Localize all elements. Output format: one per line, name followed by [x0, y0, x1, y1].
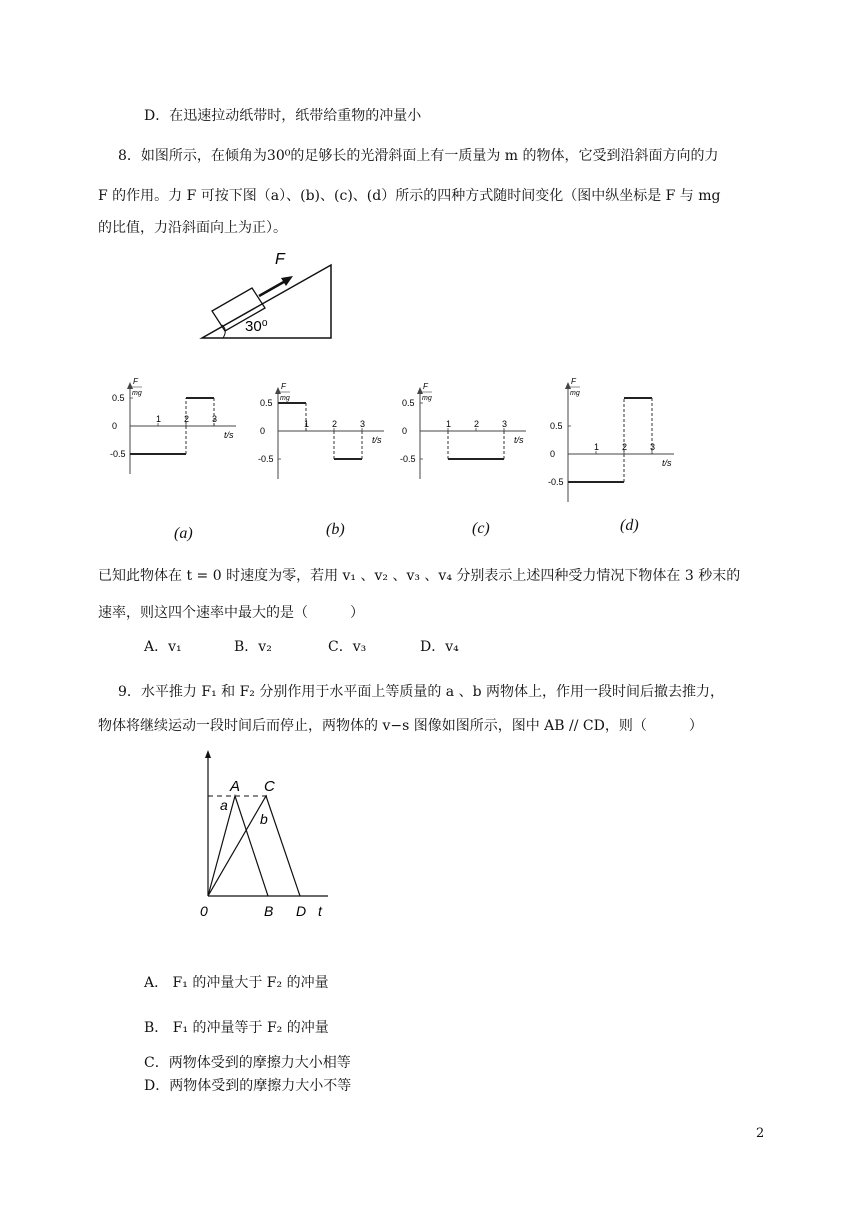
y-tick-label: 0.5: [112, 393, 125, 403]
caption-d: (d): [620, 517, 639, 534]
force-arrow-head: [281, 276, 293, 286]
q7-option-d: D．在迅速拉动纸带时，纸带给重物的冲量小: [144, 108, 422, 124]
graph-a: [110, 377, 260, 515]
q9-option-b: B． F₁ 的冲量等于 F₂ 的冲量: [144, 1020, 329, 1036]
ylabel-F: F: [281, 382, 286, 391]
caption-c: (c): [472, 520, 490, 537]
x-axis-label: t/s: [224, 430, 234, 440]
x-tick-label: 2: [184, 414, 190, 424]
ylabel-F: F: [423, 382, 428, 391]
ylabel-F: F: [571, 377, 576, 386]
q8-option-c: C．v₃: [328, 639, 367, 655]
x-tick-label: 3: [502, 419, 508, 429]
x-axis-label: t/s: [662, 458, 672, 468]
angle-label: 30⁰: [245, 318, 268, 335]
x-tick-label: 3: [650, 442, 656, 452]
y-tick-label: 0: [550, 449, 556, 459]
x-tick-label: 1: [156, 414, 162, 424]
y-axis-arrow: [205, 750, 211, 758]
q8-option-d: D．v₄: [420, 639, 459, 655]
label-O: 0: [200, 903, 208, 919]
q8-line-1: 8．如图所示，在倾角为30⁰的足够长的光滑斜面上有一质量为 m 的物体，它受到沿斜面方向的力: [118, 148, 719, 164]
incline-figure: [195, 248, 340, 343]
x-tick-label: 3: [360, 419, 366, 429]
x-axis-label: t/s: [514, 435, 524, 445]
x-tick-label: 1: [304, 419, 310, 429]
label-t: t: [318, 903, 322, 919]
q8-line-5: 速率，则这四个速率中最大的是（ ）: [98, 605, 364, 621]
caption-a: (a): [174, 525, 193, 542]
x-tick-label: 2: [332, 419, 338, 429]
label-C: C: [264, 778, 275, 795]
y-tick-label: -0.5: [258, 454, 274, 464]
q9-option-a: A． F₁ 的冲量大于 F₂ 的冲量: [144, 975, 329, 991]
x-tick-label: 2: [474, 419, 480, 429]
y-tick-label: 0: [260, 426, 266, 436]
page-number: 2: [756, 1126, 765, 1141]
y-tick-label: -0.5: [110, 449, 126, 459]
y-tick-label: 0: [112, 421, 118, 431]
graph-c: [400, 382, 550, 515]
ylabel-F: F: [133, 377, 138, 386]
q9-option-d: D．两物体受到的摩擦力大小不等: [144, 1078, 352, 1094]
ylabel-mg: mg: [132, 390, 142, 397]
q9-line-1: 9．水平推力 F₁ 和 F₂ 分别作用于水平面上等质量的 a 、b 两物体上，作用一段时间后撤去推力，: [118, 684, 725, 700]
ylabel-mg: mg: [422, 395, 432, 402]
y-tick-label: -0.5: [548, 477, 564, 487]
q9-line-2: 物体将继续运动一段时间后而停止，两物体的 v−s 图像如图所示，图中 AB // CD，则（ ）: [98, 718, 703, 734]
q8-line-4: 已知此物体在 t = 0 时速度为零，若用 v₁ 、v₂ 、v₃ 、v₄ 分别表示上述四种受力情况下物体在 3 秒末的: [98, 568, 741, 584]
y-tick-label: 0.5: [550, 421, 563, 431]
q8-line-3: 的比值，力沿斜面向上为正）。: [98, 220, 287, 236]
x-axis-label: t/s: [372, 435, 382, 445]
x-tick-label: 1: [446, 419, 452, 429]
label-A: A: [230, 778, 241, 795]
x-tick-label: 1: [594, 442, 600, 452]
x-tick-label: 3: [212, 414, 218, 424]
graph-b: [258, 382, 408, 515]
label-a: a: [220, 797, 228, 813]
ylabel-mg: mg: [280, 395, 290, 402]
vs-graph: [190, 748, 350, 923]
caption-b: (b): [326, 521, 345, 538]
q8-line-2: F 的作用。力 F 可按下图（a）、(b)、(c)、(d）所示的四种方式随时间变化（图中纵坐标是 F 与 mg: [98, 188, 721, 204]
label-B: B: [264, 903, 274, 919]
y-tick-label: 0.5: [260, 398, 273, 408]
q8-option-b: B．v₂: [234, 639, 272, 655]
y-tick-label: 0.5: [402, 398, 415, 408]
y-tick-label: -0.5: [400, 454, 416, 464]
y-tick-label: 0: [402, 426, 408, 436]
force-label: F: [275, 251, 285, 268]
q9-option-c: C．两物体受到的摩擦力大小相等: [144, 1055, 351, 1071]
q8-option-a: A．v₁: [144, 639, 182, 655]
graph-d: [548, 378, 698, 518]
label-b: b: [260, 811, 268, 827]
label-D: D: [296, 903, 307, 919]
x-tick-label: 2: [622, 442, 628, 452]
ylabel-mg: mg: [570, 390, 580, 397]
